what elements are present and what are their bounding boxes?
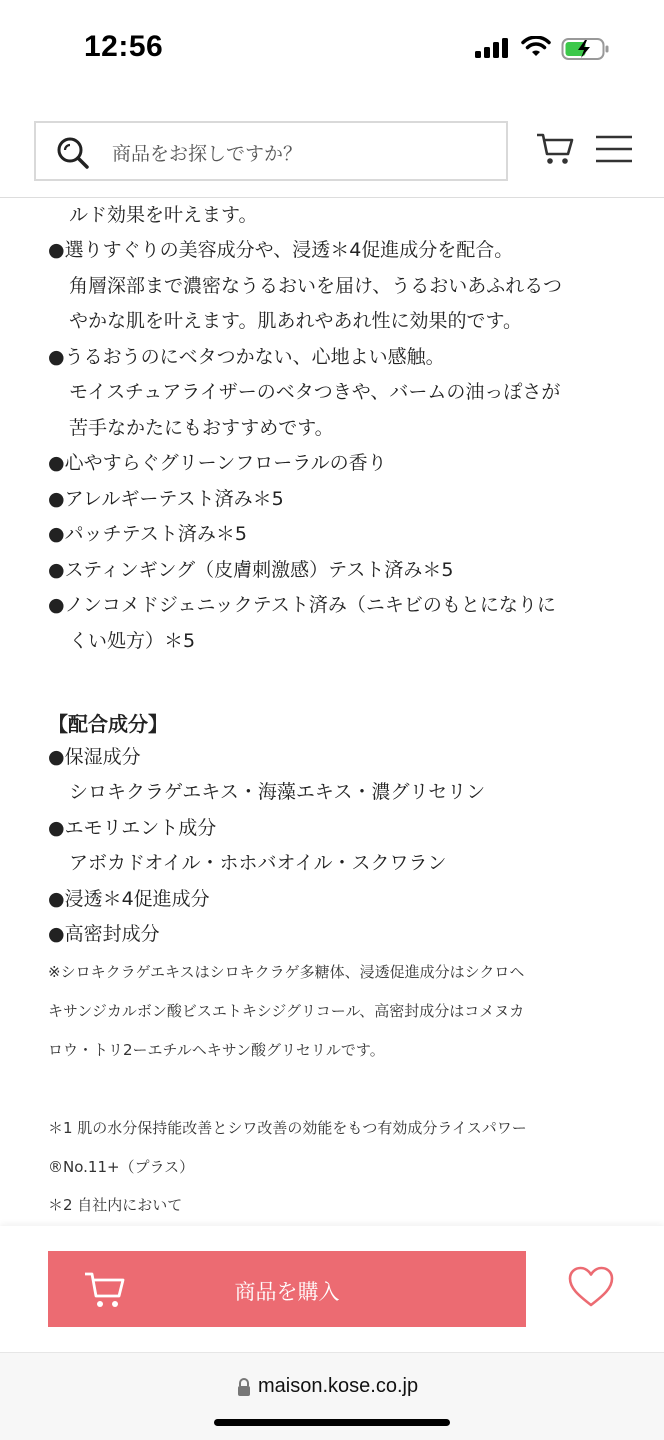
ingredient-line: ●保湿成分 [48, 746, 141, 768]
menu-icon[interactable] [596, 135, 632, 163]
purchase-bar [0, 1226, 664, 1352]
description-line: ●パッチテスト済み＊5 [48, 523, 247, 545]
ingredient-line: アボカドオイル・ホホバオイル・スクワラン [69, 852, 447, 874]
description-line: くい処方）＊5 [69, 630, 196, 652]
description-line: 苦手なかたにもおすすめです。 [69, 417, 334, 439]
cart-icon[interactable] [536, 132, 574, 166]
lock-icon [237, 1377, 251, 1397]
url-text[interactable]: maison.kose.co.jp [258, 1375, 419, 1397]
browser-url-bar [0, 1352, 664, 1440]
ingredient-line: ●エモリエント成分 [48, 817, 217, 839]
description-line: ルド効果を叶えます。 [69, 204, 258, 226]
heart-icon[interactable] [568, 1266, 614, 1308]
ingredient-note-line: キサンジカルボン酸ビスエトキシジグリコール、高密封成分はコメヌカ [48, 1002, 525, 1020]
description-line: ●心やすらぐグリーンフローラルの香り [48, 452, 387, 474]
search-input[interactable] [34, 121, 508, 181]
footnote-line: ®No.11+（プラス） [48, 1158, 195, 1176]
description-line: ●ノンコメドジェニックテスト済み（ニキビのもとになりに [48, 594, 556, 616]
buy-button[interactable] [48, 1251, 526, 1327]
search-placeholder: 商品をお探しですか？ [112, 143, 303, 165]
home-indicator [214, 1419, 450, 1426]
footnote-line: ＊2 自社内において [48, 1196, 183, 1214]
description-line: モイスチュアライザーのベタつきや、バームの油っぽさが [69, 381, 561, 403]
description-line: ●うるおうのにベタつかない、心地よい感触。 [48, 346, 445, 368]
signal-icon [475, 38, 509, 58]
status-bar [0, 0, 664, 100]
product-description [0, 199, 664, 1225]
description-line: やかな肌を叶えます。肌あれやあれ性に効果的です。 [69, 310, 522, 332]
ingredient-note-line: ※シロキクラゲエキスはシロキクラゲ多糖体、浸透促進成分はシクロヘ [48, 963, 525, 981]
status-time: 12:56 [84, 30, 164, 63]
ingredient-line: ●浸透＊4促進成分 [48, 888, 210, 910]
description-line: 角層深部まで濃密なうるおいを届け、うるおいあふれるつ [69, 275, 563, 297]
description-line: ●選りすぐりの美容成分や、浸透＊4促進成分を配合。 [48, 239, 514, 261]
battery-icon [561, 36, 611, 62]
wifi-icon [521, 36, 551, 58]
ingredient-line: ●高密封成分 [48, 923, 160, 945]
footnote-line: ＊1 肌の水分保持能改善とシワ改善の効能をもつ有効成分ライスパワー [48, 1119, 527, 1137]
buy-button-label: 商品を購入 [234, 1281, 340, 1304]
search-icon [56, 136, 90, 170]
ingredient-note-line: ロウ・トリ2ーエチルヘキサン酸グリセリルです。 [48, 1041, 385, 1059]
ingredients-heading: 【配合成分】 [48, 712, 168, 736]
ingredient-line: シロキクラゲエキス・海藻エキス・濃グリセリン [69, 781, 486, 803]
description-line: ●スティンギング（皮膚刺激感）テスト済み＊5 [48, 559, 454, 581]
description-line: ●アレルギーテスト済み＊5 [48, 488, 284, 510]
